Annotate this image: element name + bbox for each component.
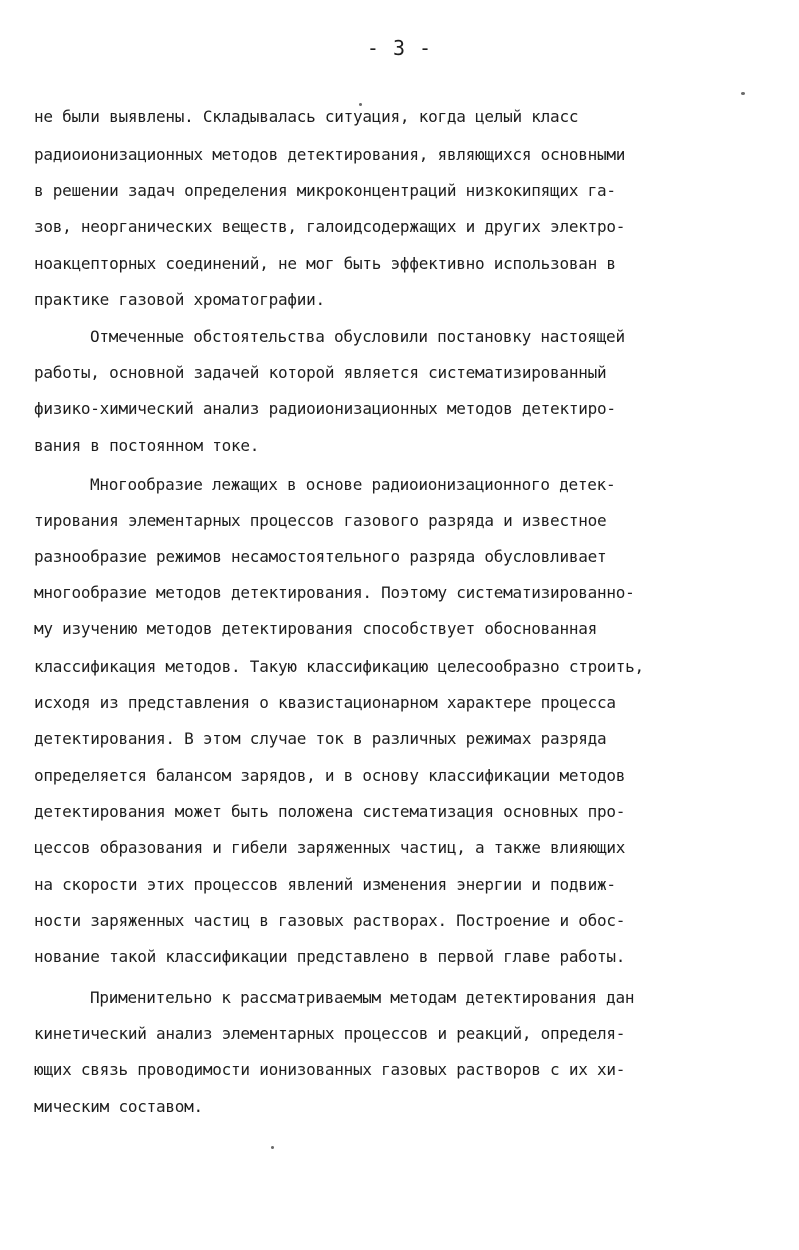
text-line: радиоионизационных методов детектирования, являющихся основными — [34, 145, 626, 164]
text-line: определяется балансом зарядов, и в основу классификации методов — [34, 766, 626, 785]
text-line: многообразие методов детектирования. Поэтому систематизированно- — [34, 583, 635, 602]
text-line: ности заряженных частиц в газовых растворах. Построение и обос- — [34, 911, 626, 930]
text-line: вания в постоянном токе. — [34, 436, 260, 455]
scan-speck — [271, 1146, 274, 1149]
text-line: кинетический анализ элементарных процессов и реакций, определя- — [34, 1024, 626, 1043]
text-line: нование такой классификации представлено в первой главе работы. — [34, 947, 626, 966]
text-line: мическим составом. — [34, 1097, 203, 1116]
scan-speck — [359, 103, 362, 106]
scan-speck — [741, 92, 745, 95]
text-line: Отмеченные обстоятельства обусловили постановку настоящей — [90, 327, 625, 346]
text-line: физико-химический анализ радиоионизационных методов детектиро- — [34, 399, 616, 418]
text-line: практике газовой хроматографии. — [34, 290, 325, 309]
text-line: работы, основной задачей которой является систематизированный — [34, 363, 607, 382]
text-line: исходя из представления о квазистационарном характере процесса — [34, 693, 616, 712]
text-line: детектирования может быть положена систематизация основных про- — [34, 802, 626, 821]
text-line: на скорости этих процессов явлений изменения энергии и подвиж- — [34, 875, 616, 894]
text-line: ноакцепторных соединений, не мог быть эффективно использован в — [34, 254, 616, 273]
text-line: ющих связь проводимости ионизованных газовых растворов с их хи- — [34, 1060, 626, 1079]
text-line: цессов образования и гибели заряженных частиц, а также влияющих — [34, 838, 626, 857]
page-number: - 3 - — [366, 36, 433, 60]
text-line: Многообразие лежащих в основе радиоионизационного детек- — [90, 475, 616, 494]
text-line: не были выявлены. Складывалась ситуация, когда целый класс — [34, 107, 579, 126]
text-line: детектирования. В этом случае ток в различных режимах разряда — [34, 729, 607, 748]
text-line: тирования элементарных процессов газового разряда и известное — [34, 511, 607, 530]
text-line: Применительно к рассматриваемым методам детектирования дан — [90, 988, 635, 1007]
text-line: зов, неорганических веществ, галоидсодержащих и других электро- — [34, 217, 626, 236]
text-line: му изучению методов детектирования способствует обоснованная — [34, 619, 597, 638]
text-line: разнообразие режимов несамостоятельного разряда обусловливает — [34, 547, 607, 566]
text-line: в решении задач определения микроконцентраций низкокипящих га- — [34, 181, 616, 200]
text-line: классификация методов. Такую классификацию целесообразно строить, — [34, 657, 644, 676]
